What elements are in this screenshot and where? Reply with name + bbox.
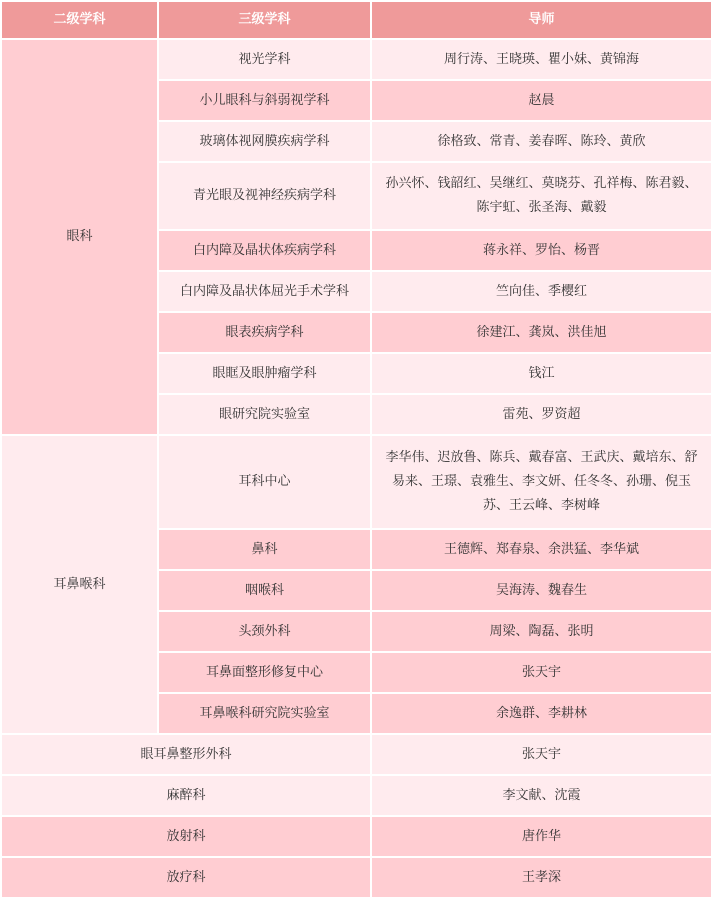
header-tertiary-discipline: 三级学科	[158, 1, 371, 39]
tertiary-discipline: 青光眼及视神经疾病学科	[158, 162, 371, 230]
mentor-list: 周梁、陶磊、张明	[371, 611, 711, 652]
secondary-discipline-eye: 眼科	[1, 39, 158, 435]
mentor-list: 徐格致、常青、姜春晖、陈玲、黄欣	[371, 121, 711, 162]
secondary-discipline: 放疗科	[1, 857, 371, 898]
mentor-list: 赵晨	[371, 80, 711, 121]
mentor-list: 余逸群、李耕林	[371, 693, 711, 734]
mentor-list: 蒋永祥、罗怡、杨晋	[371, 230, 711, 271]
mentor-list: 雷苑、罗资超	[371, 394, 711, 435]
tertiary-discipline: 白内障及晶状体屈光手术学科	[158, 271, 371, 312]
tertiary-discipline: 视光学科	[158, 39, 371, 80]
tertiary-discipline: 耳鼻面整形修复中心	[158, 652, 371, 693]
header-mentors: 导师	[371, 1, 711, 39]
tertiary-discipline: 耳科中心	[158, 435, 371, 529]
table-row	[1, 816, 711, 857]
secondary-discipline: 眼耳鼻整形外科	[1, 734, 371, 775]
mentor-list: 李华伟、迟放鲁、陈兵、戴春富、王武庆、戴培东、舒易来、王璟、袁雅生、李文妍、任冬冬、孙珊、倪玉苏、王云峰、李树峰	[371, 435, 711, 529]
table-row	[1, 857, 711, 898]
tertiary-discipline: 眼眶及眼肿瘤学科	[158, 353, 371, 394]
mentor-list: 张天宇	[371, 734, 711, 775]
secondary-discipline-ent: 耳鼻喉科	[1, 435, 158, 734]
tertiary-discipline: 头颈外科	[158, 611, 371, 652]
tertiary-discipline: 咽喉科	[158, 570, 371, 611]
mentor-list: 唐作华	[371, 816, 711, 857]
mentor-list: 竺向佳、季樱红	[371, 271, 711, 312]
mentor-list: 张天宇	[371, 652, 711, 693]
tertiary-discipline: 白内障及晶状体疾病学科	[158, 230, 371, 271]
mentor-list: 吴海涛、魏春生	[371, 570, 711, 611]
tertiary-discipline: 眼研究院实验室	[158, 394, 371, 435]
tertiary-discipline: 鼻科	[158, 529, 371, 570]
mentor-list: 孙兴怀、钱韶红、吴继红、莫晓芬、孔祥梅、陈君毅、陈宇虹、张圣海、戴毅	[371, 162, 711, 230]
mentor-list: 王孝深	[371, 857, 711, 898]
table-row	[1, 775, 711, 816]
table-row	[1, 734, 711, 775]
mentor-list: 钱江	[371, 353, 711, 394]
tertiary-discipline: 眼表疾病学科	[158, 312, 371, 353]
table-row	[1, 435, 711, 529]
header-row	[1, 1, 711, 39]
tertiary-discipline: 玻璃体视网膜疾病学科	[158, 121, 371, 162]
tertiary-discipline: 小儿眼科与斜弱视学科	[158, 80, 371, 121]
header-secondary-discipline: 二级学科	[1, 1, 158, 39]
mentor-list: 周行涛、王晓瑛、瞿小妹、黄锦海	[371, 39, 711, 80]
tertiary-discipline: 耳鼻喉科研究院实验室	[158, 693, 371, 734]
mentor-list: 王德辉、郑春泉、余洪猛、李华斌	[371, 529, 711, 570]
table-row	[1, 39, 711, 80]
secondary-discipline: 放射科	[1, 816, 371, 857]
secondary-discipline: 麻醉科	[1, 775, 371, 816]
mentor-list: 李文献、沈霞	[371, 775, 711, 816]
mentor-list: 徐建江、龚岚、洪佳旭	[371, 312, 711, 353]
